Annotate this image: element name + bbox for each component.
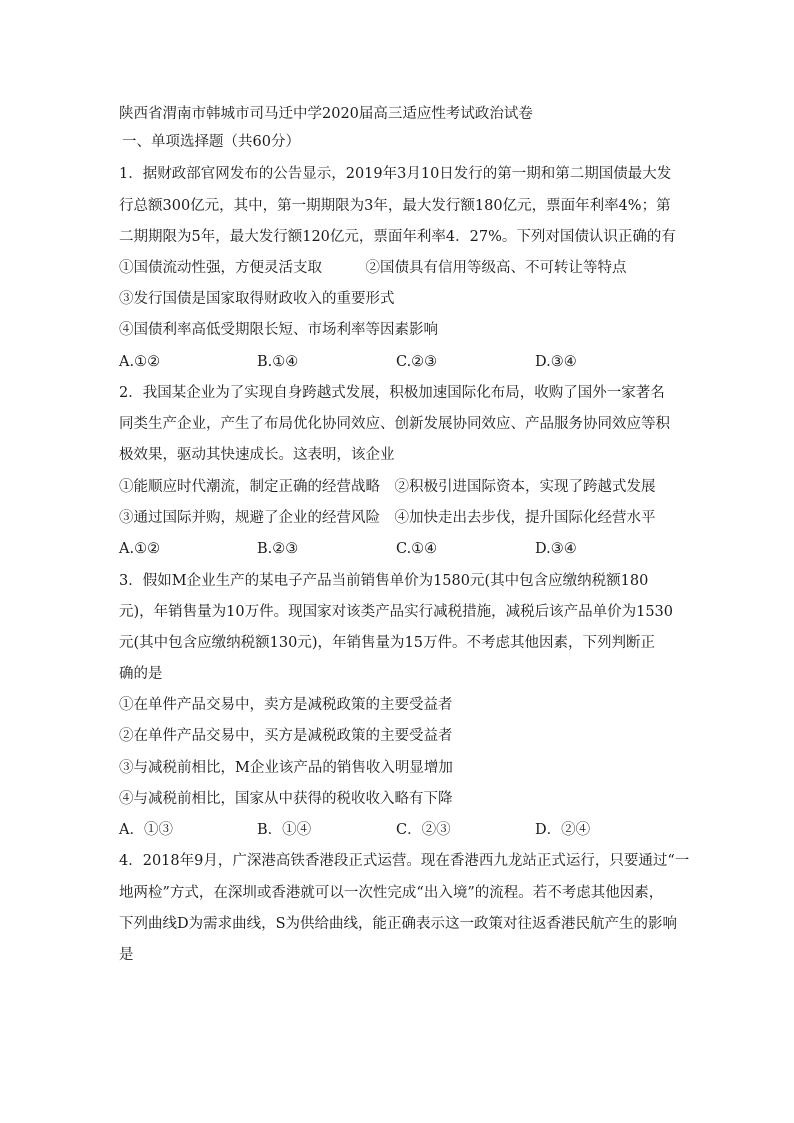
question-3-statement-3: ③与减税前相比，M企业该产品的销售收入明显增加 — [119, 760, 453, 776]
question-2-option-b: B.②③ — [257, 541, 299, 557]
question-1-line-3: 二期期限为5年，最大发行额120亿元，票面年利率4．27%。下列对国债认识正确的有 — [119, 229, 676, 245]
question-1-statement-1-2: ①国债流动性强，方便灵活支取 ②国债具有信用等级高、不可转让等特点 — [119, 260, 627, 276]
section-heading: 一、单项选择题（共60分） — [122, 134, 300, 150]
question-3-option-d: D．②④ — [535, 822, 591, 838]
question-2-option-d: D.③④ — [535, 541, 577, 557]
question-2-statement-3-4: ③通过国际并购，规避了企业的经营风险 ④加快走出去步伐，提升国际化经营水平 — [119, 510, 656, 526]
question-1-option-a: A.①② — [119, 354, 161, 370]
question-3-line-4: 确的是 — [119, 666, 163, 682]
exam-title: 陕西省渭南市韩城市司马迁中学2020届高三适应性考试政治试卷 — [119, 106, 533, 122]
question-4-line-3: 下列曲线D为需求曲线，S为供给曲线，能正确表示这一政策对往返香港民航产生的影响 — [119, 916, 678, 932]
question-1-statement-4: ④国债利率高低受期限长短、市场利率等因素影响 — [119, 322, 438, 338]
question-1-option-c: C.②③ — [396, 354, 438, 370]
question-3-line-2: 元)，年销售量为10万件。现国家对该类产品实行减税措施，减税后该产品单价为1530 — [119, 604, 674, 620]
question-3-statement-2: ②在单件产品交易中，买方是减税政策的主要受益者 — [119, 728, 453, 744]
question-3-statement-1: ①在单件产品交易中，卖方是减税政策的主要受益者 — [119, 697, 453, 713]
question-4-line-4: 是 — [119, 947, 134, 963]
question-2-statement-1-2: ①能顺应时代潮流，制定正确的经营战略 ②积极引进国际资本，实现了跨越式发展 — [119, 479, 656, 495]
question-3-statement-4: ④与减税前相比，国家从中获得的税收收入略有下降 — [119, 791, 453, 807]
question-3-option-b: B．①④ — [257, 822, 312, 838]
question-2-line-2: 同类生产企业，产生了布局优化协同效应、创新发展协同效应、产品服务协同效应等积 — [119, 416, 670, 432]
question-4-line-1: 4．2018年9月，广深港高铁香港段正式运营。现在香港西九龙站正式运行，只要通过“一 — [119, 853, 690, 869]
question-2-line-1: 2．我国某企业为了实现自身跨越式发展，积极加速国际化布局，收购了国外一家著名 — [119, 385, 665, 401]
question-1-option-d: D.③④ — [535, 354, 577, 370]
question-1-line-2: 行总额300亿元，其中，第一期期限为3年，最大发行额180亿元，票面年利率4%；第 — [119, 198, 671, 214]
question-3-option-c: C．②③ — [396, 822, 451, 838]
question-2-line-3: 极效果，驱动其快速成长。这表明，该企业 — [119, 447, 395, 463]
question-1-option-b: B.①④ — [257, 354, 299, 370]
question-3-option-a: A．①③ — [119, 822, 173, 838]
question-4-line-2: 地两检”方式，在深圳或香港就可以一次性完成“出入境”的流程。若不考虑其他因素， — [119, 885, 664, 901]
question-2-option-c: C.①④ — [396, 541, 438, 557]
question-3-line-1: 3．假如M企业生产的某电子产品当前销售单价为1580元(其中包含应缴纳税额180 — [119, 573, 649, 589]
question-3-line-3: 元(其中包含应缴纳税额130元)，年销售量为15万件。不考虑其他因素，下列判断正 — [119, 635, 655, 651]
question-2-option-a: A.①② — [119, 541, 161, 557]
question-1-line-1: 1．据财政部官网发布的公告显示，2019年3月10日发行的第一期和第二期国债最大发 — [119, 166, 672, 182]
question-1-statement-3: ③发行国债是国家取得财政收入的重要形式 — [119, 291, 395, 307]
